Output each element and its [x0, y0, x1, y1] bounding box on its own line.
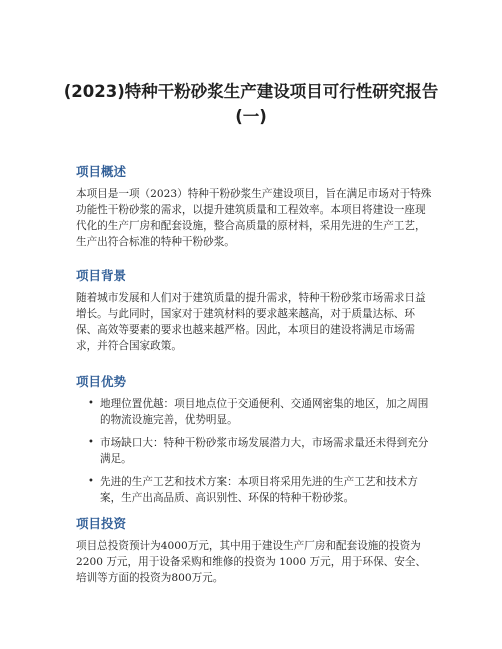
- section-overview: [76, 164, 436, 250]
- section-investment: [76, 516, 436, 586]
- list-item: [76, 396, 436, 428]
- list-item-text: 地理位置优越：项目地点位于交通便利、交通网密集的地区，加之周围的物流设施完善，优势明显。: [100, 398, 429, 426]
- list-item: [76, 474, 436, 506]
- section-heading-overview: 项目概述: [76, 164, 127, 179]
- section-heading-investment: 项目投资: [76, 516, 127, 531]
- section-advantages: [76, 374, 436, 513]
- list-item-text: 市场缺口大：特种干粉砂浆市场发展潜力大，市场需求量还未得到充分满足。: [100, 437, 429, 465]
- advantages-list: [76, 396, 436, 506]
- bullet-icon: •: [88, 437, 94, 448]
- list-item: [76, 435, 436, 467]
- section-heading-advantages: 项目优势: [76, 374, 127, 389]
- section-body-background: 随着城市发展和人们对于建筑质量的提升需求，特种干粉砂浆市场需求日益增长。与此同时，国家对于建筑材料的要求越来越高，对于质量达标、环保、高效等要素的要求也越来越严格。因此，本项目的建设将满足市场需求，并符合国家政策。: [76, 292, 426, 352]
- document-title: (2023)特种干粉砂浆生产建设项目可行性研究报告(一): [63, 82, 439, 126]
- list-item-text: 先进的生产工艺和技术方案：本项目将采用先进的生产工艺和技术方案，生产出高品质、高识别性、环保的特种干粉砂浆。: [100, 476, 418, 504]
- section-heading-background: 项目背景: [76, 268, 127, 283]
- section-background: [76, 268, 436, 354]
- bullet-icon: •: [88, 476, 94, 487]
- bullet-icon: •: [88, 398, 94, 409]
- section-body-overview: 本项目是一项（2023）特种干粉砂浆生产建设项目，旨在满足市场对于特殊功能性干粉砂浆的需求，以提升建筑质量和工程效率。本项目将建设一座现代化的生产厂房和配套设施，整合高质量的原材料，采用先进的生产工艺，生产出符合标准的特种干粉砂浆。: [76, 188, 432, 248]
- section-body-investment: 项目总投资预计为4000万元，其中用于建设生产厂房和配套设施的投资为 2200 万元，用于设备采购和维修的投资为 1000 万元，用于环保、安全、培训等方面的投资为800万元。: [76, 540, 427, 584]
